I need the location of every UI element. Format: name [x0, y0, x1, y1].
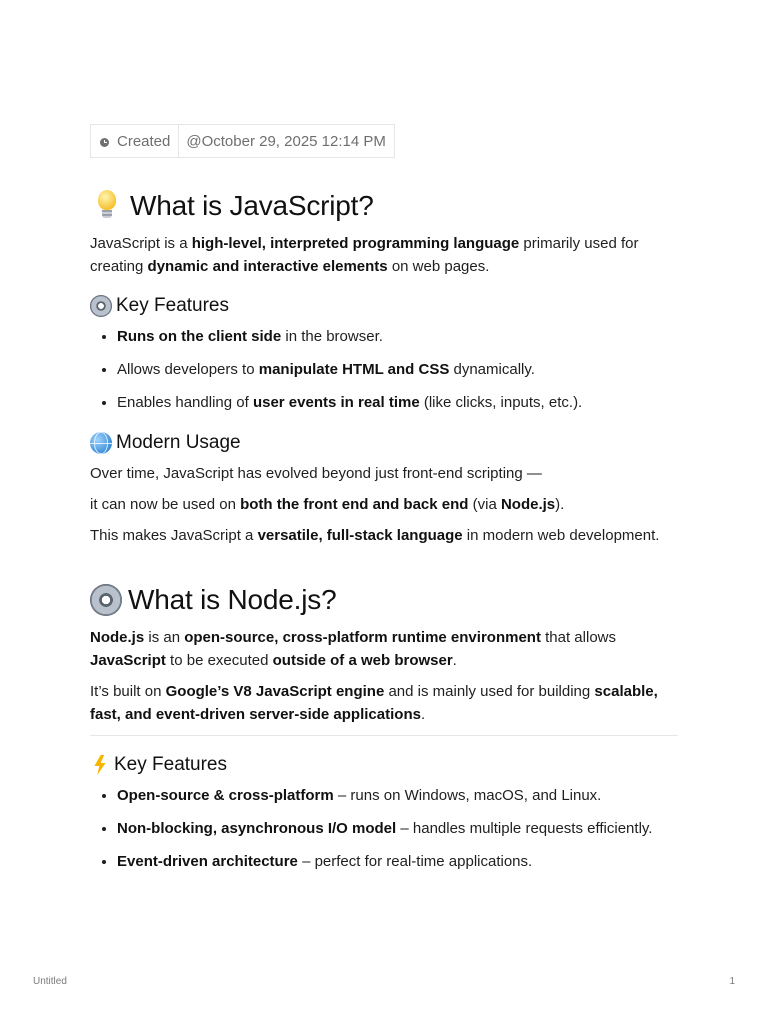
heading-nodejs	[90, 584, 680, 616]
page-number: 1	[729, 976, 735, 987]
document-page	[90, 124, 680, 873]
node-features-list	[90, 784, 680, 873]
property-created	[90, 124, 395, 158]
heading-text: What is JavaScript?	[130, 190, 374, 221]
clock-icon	[100, 138, 109, 147]
heading-text: Key Features	[114, 754, 227, 775]
created-value: @October 29, 2025 12:14 PM	[186, 132, 386, 150]
list-item: • Enables handling of user events in real time (like clicks, inputs, etc.).	[117, 391, 680, 414]
js-intro-paragraph: JavaScript is a high-level, interpreted programming language primarily used for creating dynamic and interactive elements on web pages.	[90, 235, 639, 275]
list-item: • Open-source & cross-platform – runs on Windows, macOS, and Linux.	[117, 784, 680, 807]
heading-node-key-features	[90, 754, 680, 776]
heading-javascript	[90, 189, 680, 223]
list-item: • Runs on the client side in the browser.	[117, 325, 680, 348]
heading-text: What is Node.js?	[128, 584, 337, 615]
divider	[90, 735, 678, 736]
list-item: • Allows developers to manipulate HTML and CSS dynamically.	[117, 358, 680, 381]
js-features-list	[90, 325, 680, 414]
created-label: Created	[117, 132, 171, 150]
node-intro-paragraph: Node.js is an open-source, cross-platform runtime environment that allows JavaScript to be executed outside of a web browser.	[90, 629, 616, 669]
usage-paragraph-1: Over time, JavaScript has evolved beyond just front-end scripting —	[90, 465, 542, 482]
node-built-paragraph: It’s built on Google’s V8 JavaScript engine and is mainly used for building scalable, fast, and event-driven server-side applications.	[90, 683, 658, 723]
gear-icon	[90, 584, 122, 616]
list-item: • Non-blocking, asynchronous I/O model – handles multiple requests efficiently.	[117, 817, 680, 840]
list-item: • Event-driven architecture – perfect for real-time applications.	[117, 850, 680, 873]
heading-modern-usage	[90, 432, 680, 454]
heading-text: Key Features	[116, 295, 229, 316]
usage-paragraph-3: This makes JavaScript a versatile, full-stack language in modern web development.	[90, 527, 660, 544]
usage-paragraph-2: it can now be used on both the front end and back end (via Node.js).	[90, 496, 565, 513]
heading-js-key-features	[90, 295, 680, 317]
property-name	[91, 125, 179, 157]
globe-icon	[90, 432, 112, 454]
lightbulb-icon	[90, 189, 124, 223]
heading-text: Modern Usage	[116, 432, 241, 453]
lightning-icon	[90, 754, 110, 776]
gear-icon	[90, 295, 112, 317]
footer-title: Untitled	[33, 976, 67, 987]
